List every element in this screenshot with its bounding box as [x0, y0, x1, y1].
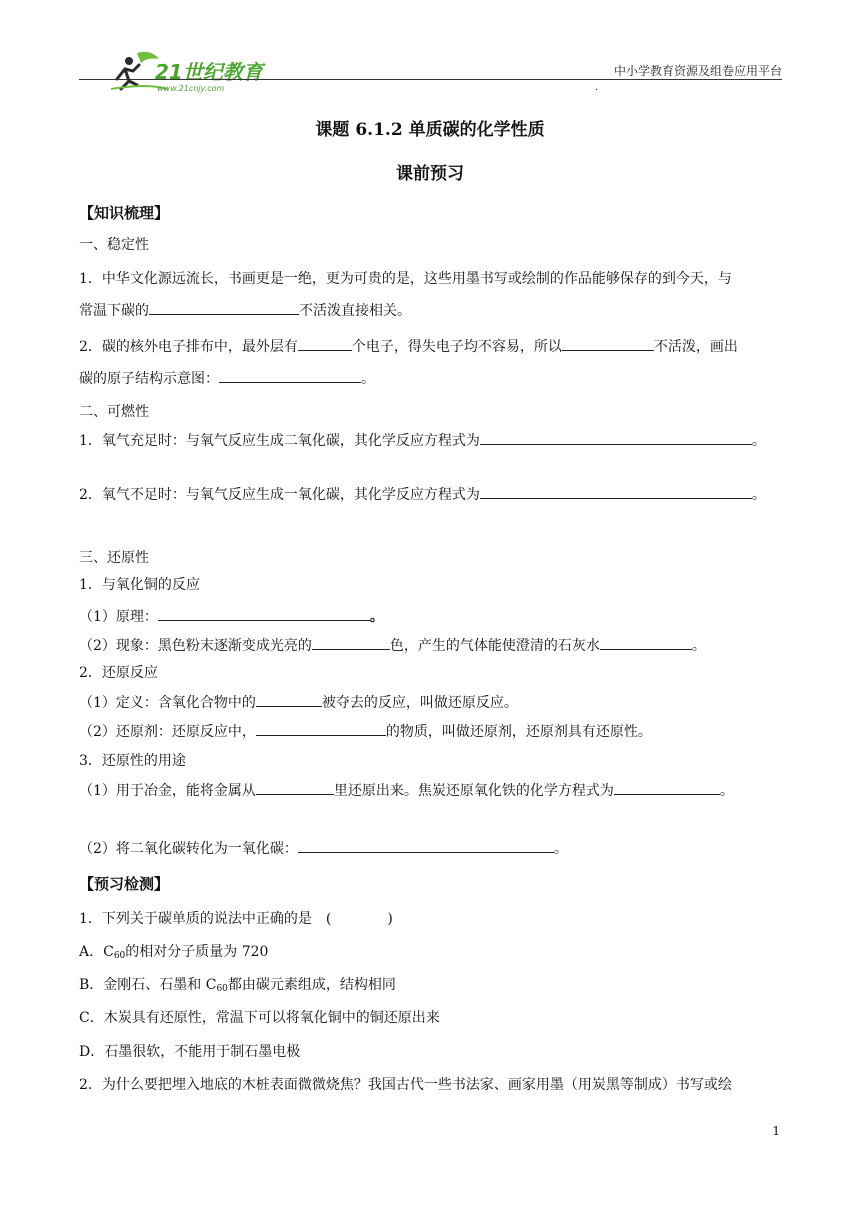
answer-blank[interactable] — [298, 336, 352, 351]
platform-name: 中小学教育资源及组卷应用平台 — [613, 64, 782, 78]
section-knowledge-heading: 【知识梳理】 — [79, 204, 170, 222]
option-a[interactable]: A．$C_{60}$的相对分子质量为 720 — [79, 944, 269, 961]
question-2: 2．为什么要把埋入地底的木桩表面微微烧焦？我国古代一些书法家、画家用墨（用炭黑等制成）书写或绘 — [79, 1077, 732, 1093]
svg-text:21世纪教育: 21世纪教育 — [155, 60, 263, 84]
option-b[interactable]: B．金刚石、石墨和 $C_{60}$都由碳元素组成，结构相同 — [79, 977, 396, 994]
answer-blank[interactable] — [480, 430, 752, 445]
page-number: 1 — [772, 1124, 780, 1138]
stability-q1-line1: 1．中华文化源远流长，书画更是一绝，更为可贵的是，这些用墨书写或绘制的作品能够保存的到今天，与 — [79, 271, 732, 287]
svg-text:www.21cnjy.com: www.21cnjy.com — [157, 84, 225, 93]
answer-blank[interactable] — [149, 300, 299, 315]
section-check-heading: 【预习检测】 — [79, 875, 170, 893]
reducibility-s1: 1．与氧化铜的反应 — [79, 577, 200, 593]
stability-q1-line2: 常温下碳的 不活泼直接相关。 — [79, 300, 411, 321]
answer-blank[interactable] — [312, 635, 390, 650]
question-1: 1．下列关于碳单质的说法中正确的是 ( ) — [79, 911, 393, 927]
page-subtitle: 课前预习 — [396, 164, 464, 184]
page-title: 课题 6.1.2 单质碳的化学性质 — [315, 120, 545, 140]
reducibility-s1-1: （1）原理： 。 — [79, 606, 384, 627]
reducibility-s3: 3．还原性的用途 — [79, 753, 186, 769]
answer-blank[interactable] — [298, 838, 554, 853]
combustibility-q1: 1．氧气充足时：与氧气反应生成二氧化碳，其化学反应方程式为 。 — [79, 430, 766, 451]
answer-blank[interactable] — [219, 368, 361, 383]
option-c[interactable]: C．木炭具有还原性，常温下可以将氧化铜中的铜还原出来 — [79, 1010, 440, 1026]
stability-heading: 一、稳定性 — [79, 237, 149, 253]
reducibility-s2: 2．还原反应 — [79, 665, 158, 681]
answer-blank[interactable] — [256, 780, 334, 795]
answer-blank[interactable] — [256, 721, 386, 736]
header-dot: . — [595, 82, 599, 93]
answer-blank[interactable] — [562, 336, 654, 351]
reducibility-s1-2: （2）现象：黑色粉末逐渐变成光亮的 色，产生的气体能使澄清的石灰水 。 — [79, 635, 706, 656]
reducibility-s2-2: （2）还原剂：还原反应中， 的物质，叫做还原剂，还原剂具有还原性。 — [79, 721, 652, 742]
reducibility-s2-1: （1）定义：含氧化合物中的 被夺去的反应，叫做还原反应。 — [79, 692, 518, 713]
logo — [107, 49, 287, 95]
stability-q2-line2: 碳的原子结构示意图： 。 — [79, 368, 375, 389]
stability-q2-line1: 2．碳的核外电子排布中，最外层有 个电子，得失电子均不容易，所以 不活泼，画出 — [79, 336, 738, 357]
answer-blank[interactable] — [614, 780, 720, 795]
combustibility-q2: 2．氧气不足时：与氧气反应生成一氧化碳，其化学反应方程式为 。 — [79, 484, 766, 505]
answer-blank[interactable] — [480, 484, 752, 499]
answer-blank[interactable] — [256, 692, 322, 707]
reducibility-s3-1: （1）用于冶金，能将金属从 里还原出来。焦炭还原氧化铁的化学方程式为 。 — [79, 780, 734, 801]
header-divider — [79, 79, 782, 80]
combustibility-heading: 二、可燃性 — [79, 404, 149, 420]
reducibility-heading: 三、还原性 — [79, 550, 149, 566]
reducibility-s3-2: （2）将二氧化碳转化为一氧化碳： 。 — [79, 838, 568, 859]
option-d[interactable]: D．石墨很软，不能用于制石墨电极 — [79, 1044, 301, 1060]
answer-blank[interactable] — [158, 606, 370, 621]
answer-blank[interactable] — [600, 635, 692, 650]
